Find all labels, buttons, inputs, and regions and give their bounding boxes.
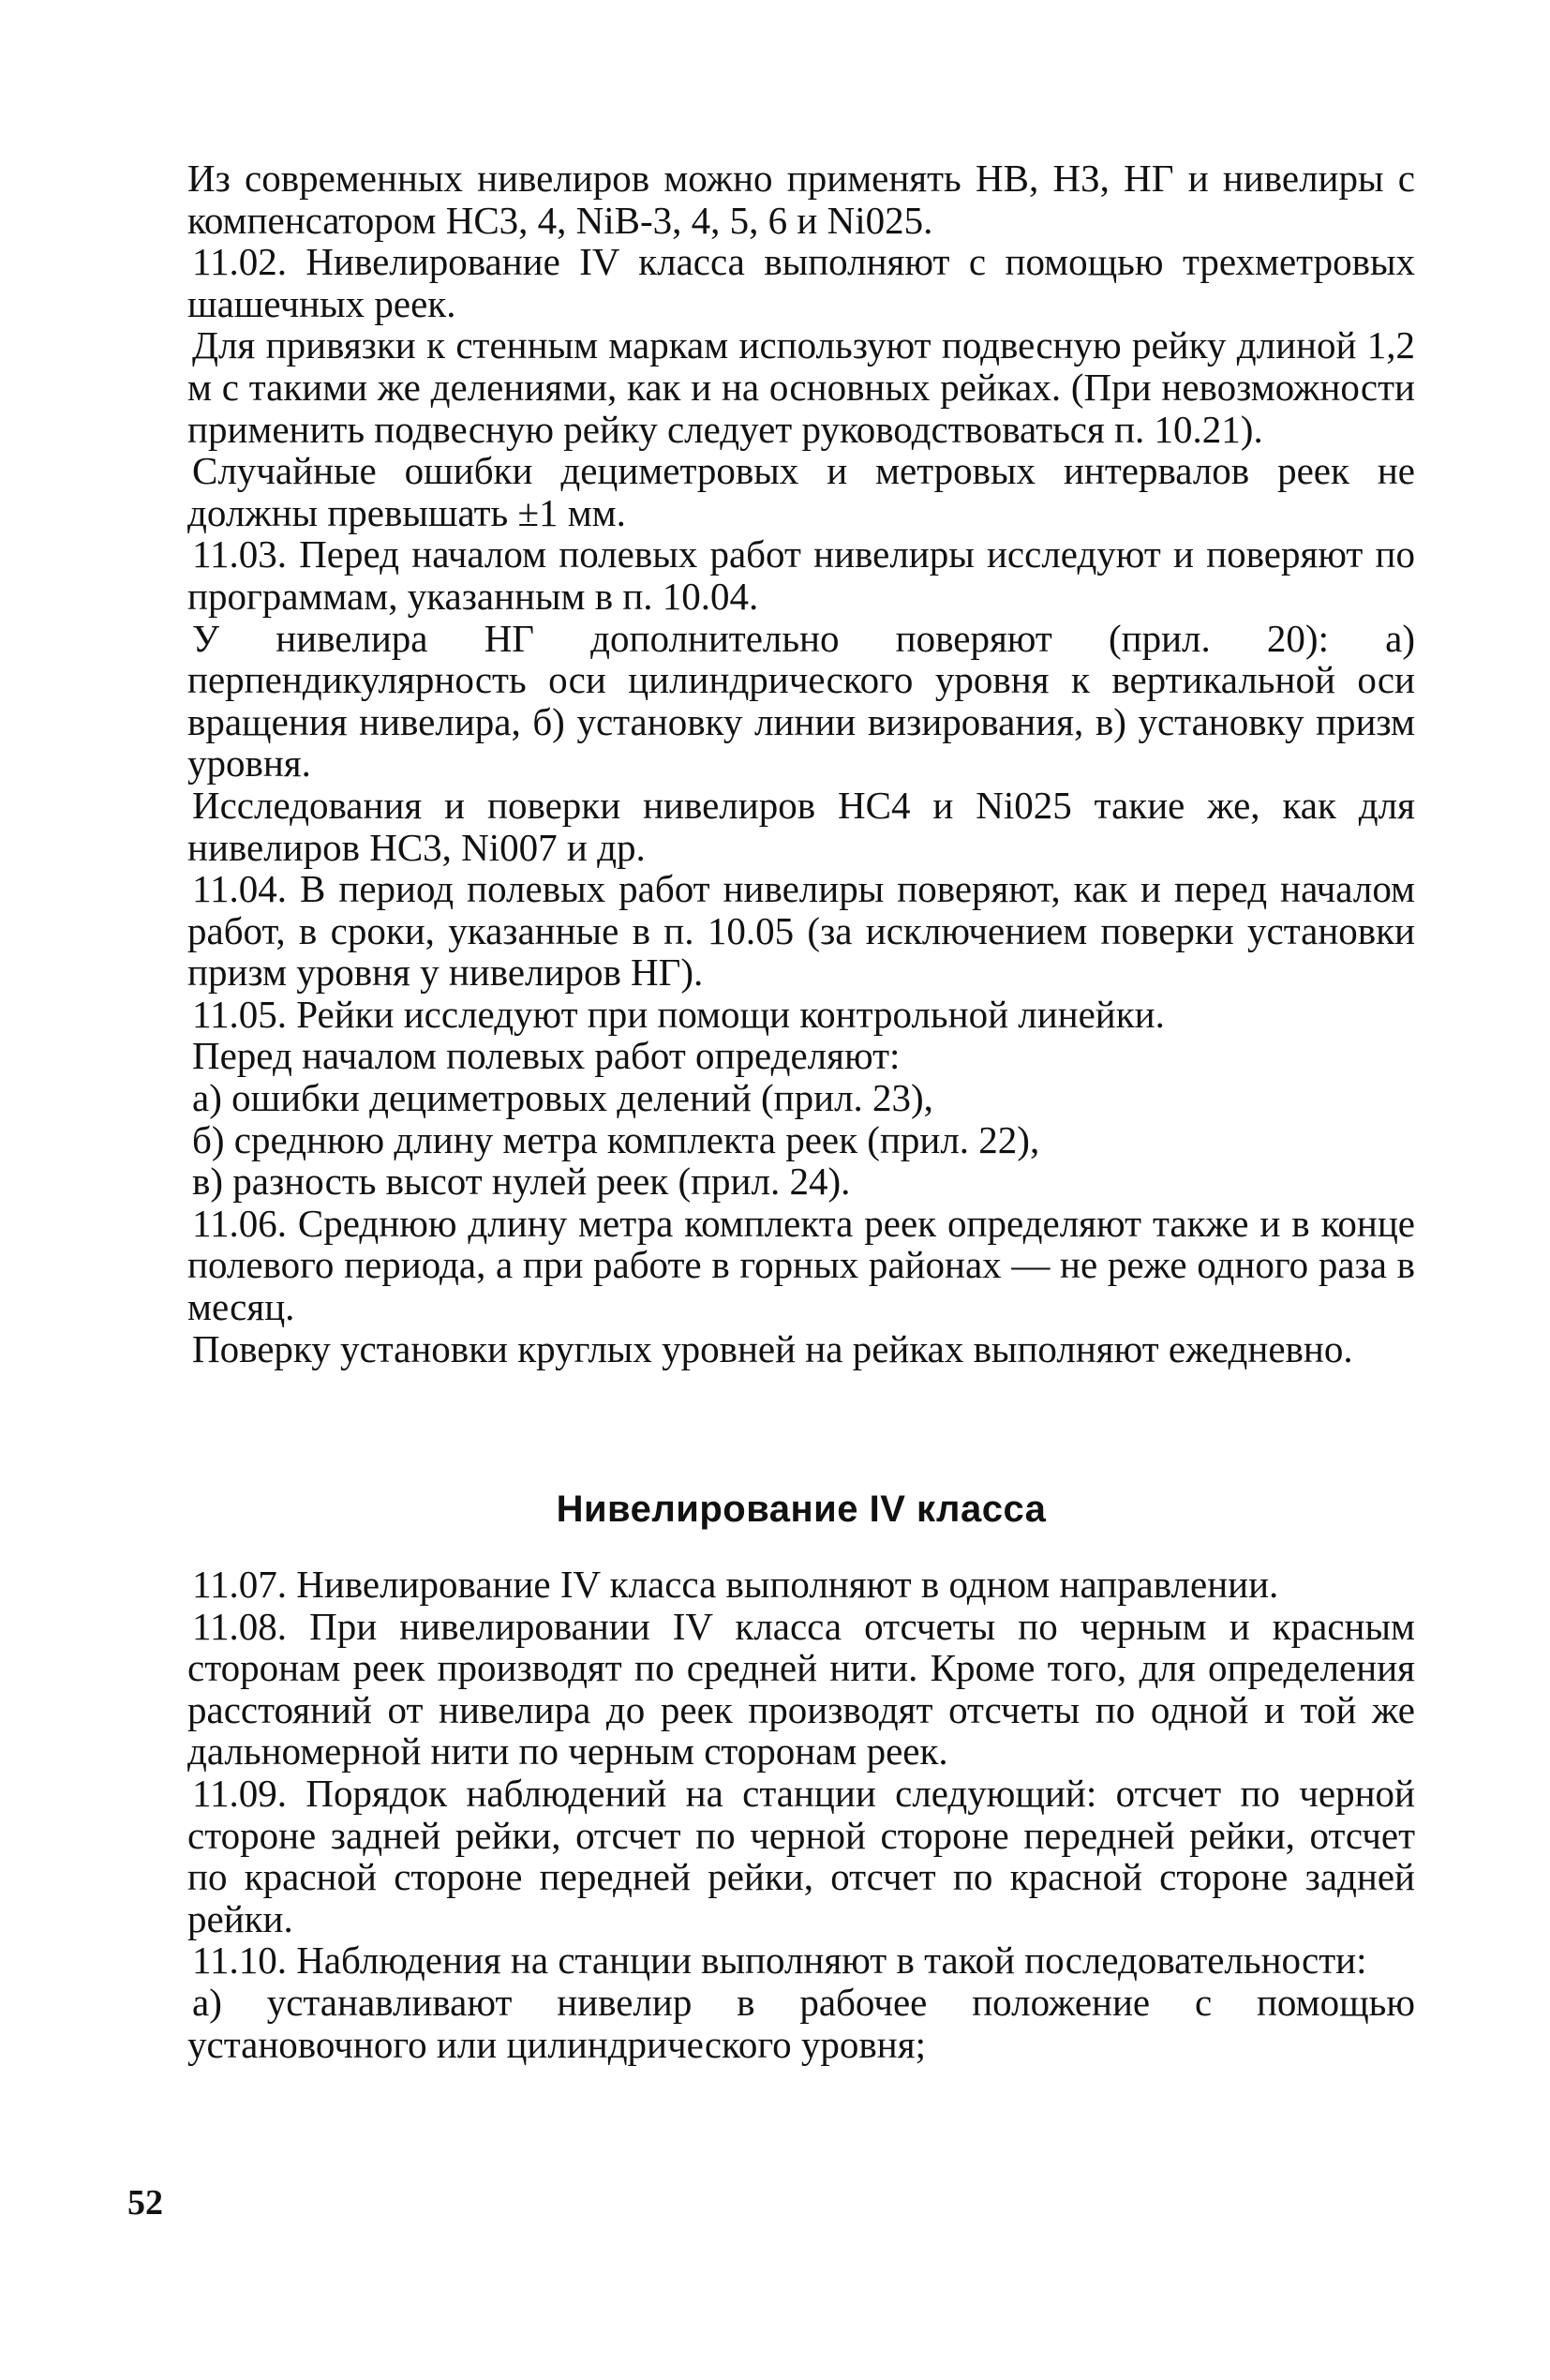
paragraph: Из современных нивелиров можно применять НВ, НЗ, НГ и нивелиры с компенсатором НС3, 4, NiB-3, 4, 5, 6 и Ni025. <box>187 157 1415 242</box>
list-item: б) среднюю длину метра комплекта реек (прил. 22), <box>192 1117 1040 1161</box>
paragraph: 11.02. Нивелирование IV класса выполняют с помощью трехметровых шашечных реек. <box>187 240 1415 325</box>
paragraph: 11.06. Среднюю длину метра комплекта реек определяют также и в конце полевого периода, а при работе в горных районах — не реже одного раза в месяц. <box>187 1201 1415 1329</box>
paragraph: 11.10. Наблюдения на станции выполняют в такой последовательности: <box>192 1938 1367 1983</box>
paragraph: 11.04. В период полевых работ нивелиры поверяют, как и перед началом работ, в сроки, указанные в п. 10.05 (за исключением поверки установки призм уровня у нивелиров НГ). <box>187 867 1415 995</box>
paragraph: 11.09. Порядок наблюдений на станции следующий: отсчет по черной стороне задней рейки, отсчет по черной стороне передней рейки, отсчет по красной стороне передней рейки, отсчет по красной стороне задней рейки. <box>187 1771 1415 1940</box>
paragraph: Исследования и поверки нивелиров НС4 и Ni025 такие же, как для нивелиров НС3, Ni007 и др. <box>187 783 1415 869</box>
paragraph: 11.03. Перед началом полевых работ нивелиры исследуют и поверяют по программам, указанным в п. 10.04. <box>187 532 1415 618</box>
body-text-section-2 <box>187 1564 1415 2065</box>
page-number: 52 <box>127 2183 163 2223</box>
paragraph: Поверку установки круглых уровней на рейках выполняют ежедневно. <box>192 1326 1353 1370</box>
list-item: а) устанавливают нивелир в рабочее положение с помощью установочного или цилиндрического уровня; <box>187 1980 1415 2066</box>
paragraph: 11.07. Нивелирование IV класса выполняют в одном направлении. <box>192 1563 1279 1606</box>
paragraph: Для привязки к стенным маркам используют подвесную рейку длиной 1,2 м с такими же делениями, как и на основных рейках. (При невозможности применить подвесную рейку следует руководствоваться п. 10.21). <box>187 323 1415 451</box>
paragraph: 11.05. Рейки исследуют при помощи контрольной линейки. <box>192 992 1165 1036</box>
paragraph: 11.08. При нивелировании IV класса отсчеты по черным и красным сторонам реек производят по средней нити. Кроме того, для определения расстояний от нивелира до реек производят отсчеты по одной и той же дальномерной нити по черным сторонам реек. <box>187 1604 1415 1774</box>
list-item: а) ошибки дециметровых делений (прил. 23), <box>192 1076 933 1120</box>
paragraph: Случайные ошибки дециметровых и метровых интервалов реек не должны превышать ±1 мм. <box>187 449 1415 534</box>
body-text-section-1 <box>187 157 1415 1370</box>
list-item: в) разность высот нулей реек (прил. 24). <box>192 1160 851 1204</box>
paragraph: Перед началом полевых работ определяют: <box>192 1034 901 1078</box>
section-heading: Нивелирование IV класса <box>556 1489 1047 1530</box>
paragraph: У нивелира НГ дополнительно поверяют (прил. 20): а) перпендикулярность оси цилиндрического уровня к вертикальной оси вращения нивелира, б) установку линии визирования, в) установку призм уровня. <box>187 616 1415 786</box>
